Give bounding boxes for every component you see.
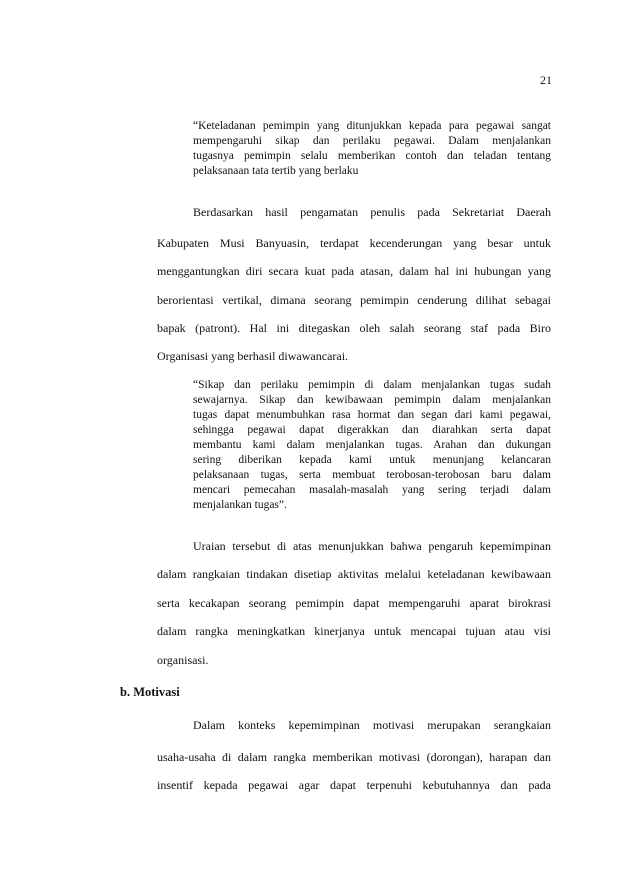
paragraph-line: Organisasi yang berhasil diwawancarai. [157,349,349,363]
paragraph-line: berorientasi vertikal, dimana seorang pemimpin cenderung dilihat sebagai [157,293,551,307]
paragraph-line: bapak (patront). Hal ini ditegaskan oleh salah seorang staf pada Biro [157,321,551,335]
paragraph-line: serta kecakapan seorang pemimpin dapat mempengaruhi aparat birokrasi [157,596,551,610]
paragraph-line: usaha-usaha di dalam rangka memberikan motivasi (dorongan), harapan dan [157,750,551,764]
paragraph-line: organisasi. [157,653,209,667]
quote-line: membantu kami dalam menjalankan tugas. Arahan dan dukungan [193,439,551,451]
quote-line: mencari pemecahan masalah-masalah yang sering terjadi dalam [193,484,551,496]
quote-line: “Sikap dan perilaku pemimpin di dalam menjalankan tugas sudah [193,379,551,391]
page-number: 21 [540,73,552,87]
paragraph-line: insentif kepada pegawai agar dapat terpenuhi kebutuhannya dan pada [157,778,551,792]
paragraph-line: Berdasarkan hasil pengamatan penulis pada Sekretariat Daerah [193,205,551,219]
paragraph-line: Kabupaten Musi Banyuasin, terdapat kecenderungan yang besar untuk [157,236,551,250]
paragraph-line: dalam rangka meningkatkan kinerjanya untuk mencapai tujuan atau visi [157,624,551,638]
block-quote-1 [193,119,551,179]
quote-line: mempengaruhi sikap dan perilaku pegawai. Dalam menjalankan [193,135,551,147]
quote-line: sewajarnya. Sikap dan kewibawaan pemimpin dalam menjalankan [193,394,551,406]
quote-line: pelaksanaan tata tertib yang berlaku [193,165,359,177]
paragraph-line: dalam rangkaian tindakan disetiap aktivitas melalui keteladanan kewibawaan [157,567,551,581]
paragraph-line: Dalam konteks kepemimpinan motivasi merupakan serangkaian [193,718,551,732]
quote-line: “Keteladanan pemimpin yang ditunjukkan kepada para pegawai sangat [193,120,551,132]
quote-line: tugasnya pemimpin selalu memberikan contoh dan teladan tentang [193,150,551,162]
paragraph-line: Uraian tersebut di atas menunjukkan bahwa pengaruh kepemimpinan [193,539,551,553]
paragraph-line: menggantungkan diri secara kuat pada atasan, dalam hal ini hubungan yang [157,264,551,278]
quote-line: tugas dapat menumbuhkan rasa hormat dan segan dari kami pegawai, [193,409,551,421]
block-quote-2 [193,378,551,513]
section-heading: b. Motivasi [120,685,180,699]
quote-line: sehingga pegawai dapat digerakkan dan diarahkan serta dapat [193,424,551,436]
quote-line: menjalankan tugas”. [193,499,287,511]
quote-line: sering diberikan kepada kami untuk menunjang kelancaran [193,454,551,466]
quote-line: pelaksanaan tugas, serta membuat terobosan-terobosan baru dalam [193,469,551,481]
